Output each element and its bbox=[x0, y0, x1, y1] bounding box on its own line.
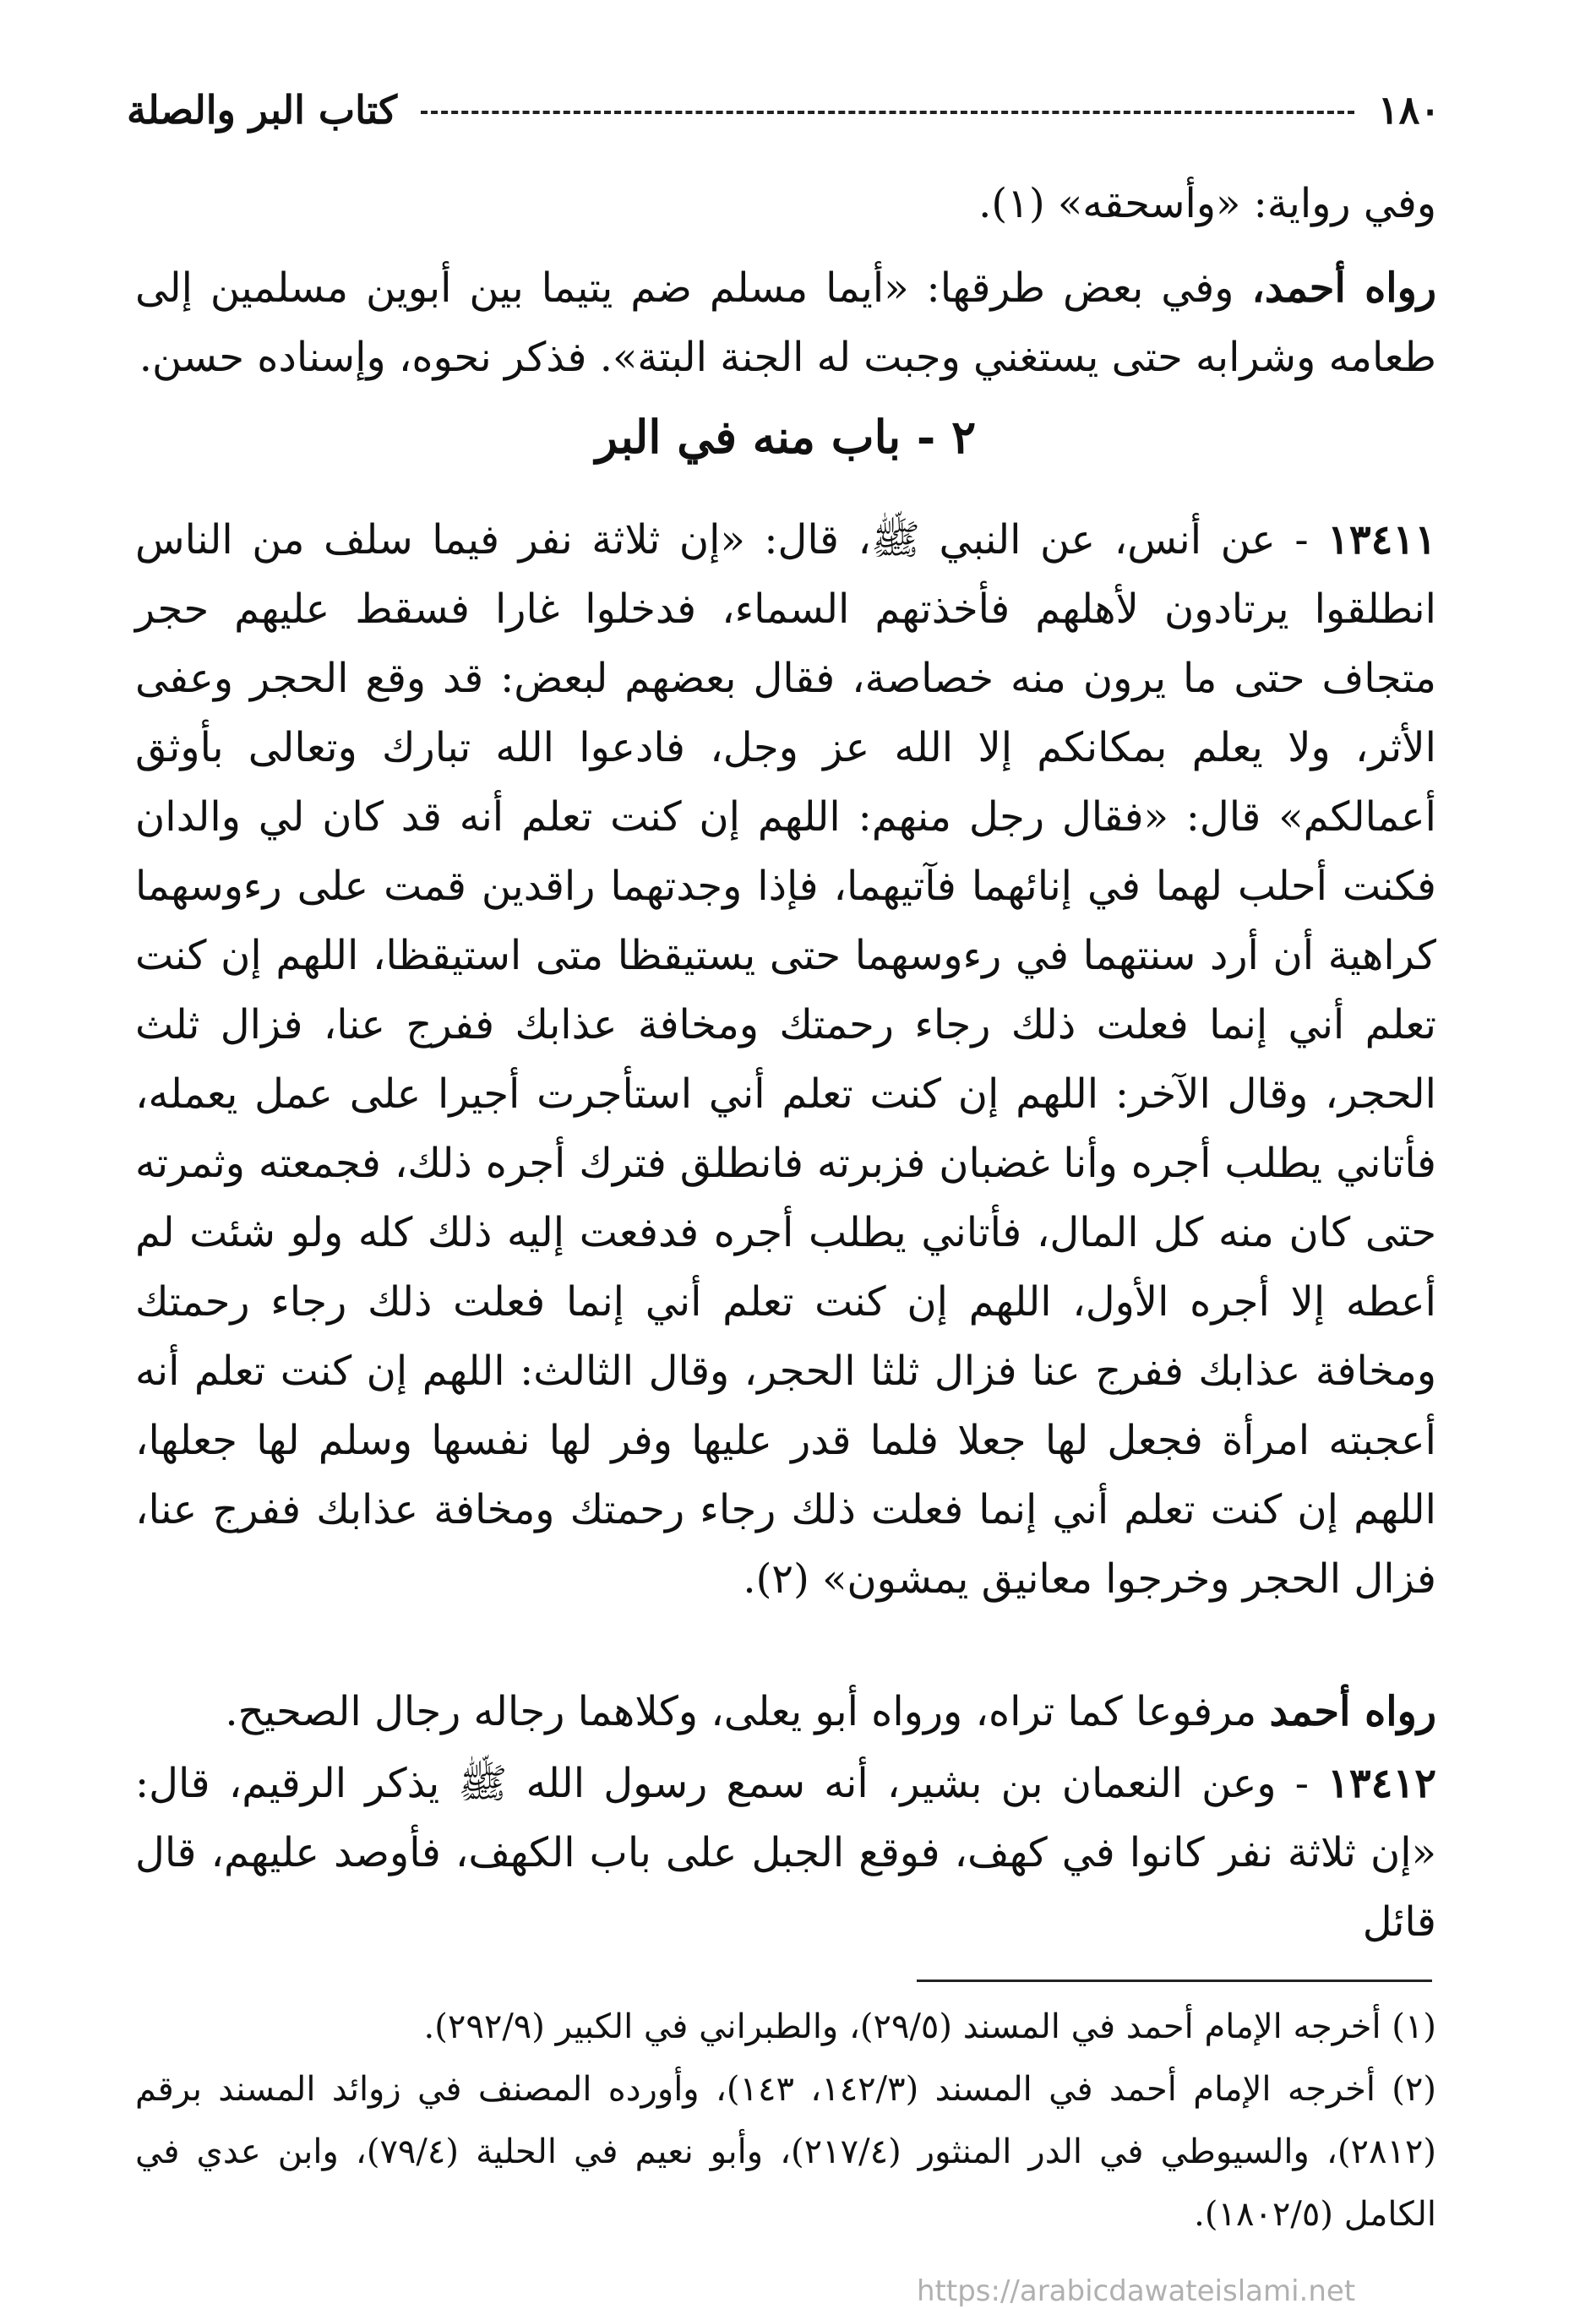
narration-lead: رواه أحمد، bbox=[1251, 264, 1436, 312]
footnote-2: (٢) أخرجه الإمام أحمد في المسند (١٤٢/٣، ١٤٣)، وأورده المصنف في زوائد المسند برقم (٢٨١٢)، والسيوطي في الدر المنثور (٢١٧/٤)، وأبو نعيم في الحلية (٧٩/٤)، وابن عدي في الكامل (١٨٠٢/٥). bbox=[135, 2070, 1437, 2234]
hadith-text: - عن أنس، عن النبي ﷺ، قال: «إن ثلاثة نفر فيما سلف من الناس انطلقوا يرتادون لأهلهم فأخذتهم السماء، فدخلوا غارا فسقط عليهم حجر متجاف حتى ما يرون منه خصاصة، فقال بعضهم لبعض: قد وقع الحجر وعفى الأثر، ولا يعلم بمكانكم إلا الله عز وجل، فادعوا الله تبارك وتعالى بأوثق أعمالكم» قال: «فقال رجل منهم: اللهم إن كنت تعلم أنه قد كان لي والدان فكنت أحلب لهما في إنائهما فآتيهما، فإذا وجدتهما راقدين قمت على رءوسهما كراهية أن أرد سنتهما في رءوسهما حتى يستيقظا متى استيقظا، اللهم إن كنت تعلم أني إنما فعلت ذلك رجاء رحمتك ومخافة عذابك ففرج عنا، فزال ثلث الحجر، وقال الآخر: اللهم إن كنت تعلم أني استأجرت أجيرا على عمل يعمله، فأتاني يطلب أجره وأنا غضبان فزبرته فانطلق فترك أجره ذلك، فجمعته وثمرته حتى كان منه كل المال، فأتاني يطلب أجره فدفعت إليه ذلك كله ولو شئت لم أعطه إلا أجره الأول، اللهم إن كنت تعلم أني إنما فعلت ذلك رجاء رحمتك ومخافة عذابك ففرج عنا فزال ثلثا الحجر، وقال الثالث: اللهم إن كنت تعلم أنه أعجبته امرأة فجعل لها جعلا فلما قدر عليها وفر لها نفسها وسلم لها جعلها، اللهم إن كنت تعلم أني إنما فعلت ذلك رجاء رحمتك ومخافة عذابك ففرج عنا، فزال الحجر وخرجوا معانيق يمشون» (٢). bbox=[135, 516, 1437, 1603]
hadith-13411 bbox=[135, 505, 1436, 1614]
hadith-text-2: - وعن النعمان بن بشير، أنه سمع رسول الله ﷺ يذكر الرقيم، قال: «إن ثلاثة نفر كانوا في كهف، فوقع الجبل على باب الكهف، فأوصد عليهم، قال قائل bbox=[135, 1760, 1437, 1946]
section-title: ٢ - باب منه في البر bbox=[595, 410, 977, 464]
hadith-13412 bbox=[135, 1749, 1436, 1957]
narration-paragraph bbox=[135, 253, 1436, 392]
variant-note: وفي رواية: «وأسحقه» (١). bbox=[978, 180, 1436, 227]
watermark-url: https://arabicdawateislami.net bbox=[917, 2274, 1356, 2308]
page-header bbox=[127, 80, 1441, 139]
narration-paragraph-2 bbox=[135, 1677, 1436, 1746]
page-number: ١٨٠ bbox=[1377, 87, 1441, 133]
hadith-number-2: ١٣٤١٢ bbox=[1327, 1760, 1436, 1807]
book-title: كتاب البر والصلة bbox=[127, 87, 397, 133]
footnote-1: (١) أخرجه الإمام أحمد في المسند (٢٩/٥)، والطبراني في الكبير (٢٩٢/٩). bbox=[423, 2007, 1436, 2046]
footnote-divider bbox=[917, 1980, 1432, 1982]
header-divider bbox=[421, 111, 1354, 114]
narration-lead-2: رواه أحمد bbox=[1269, 1688, 1436, 1735]
narration-body: وفي بعض طرقها: «أيما مسلم ضم يتيما بين أبوين مسلمين إلى طعامه وشرابه حتى يستغني وجبت له الجنة البتة». فذكر نحوه، وإسناده حسن. bbox=[135, 264, 1436, 381]
hadith-number: ١٣٤١١ bbox=[1327, 516, 1436, 564]
narration-body-2: مرفوعا كما تراه، ورواه أبو يعلى، وكلاهما رجاله رجال الصحيح. bbox=[225, 1688, 1270, 1735]
